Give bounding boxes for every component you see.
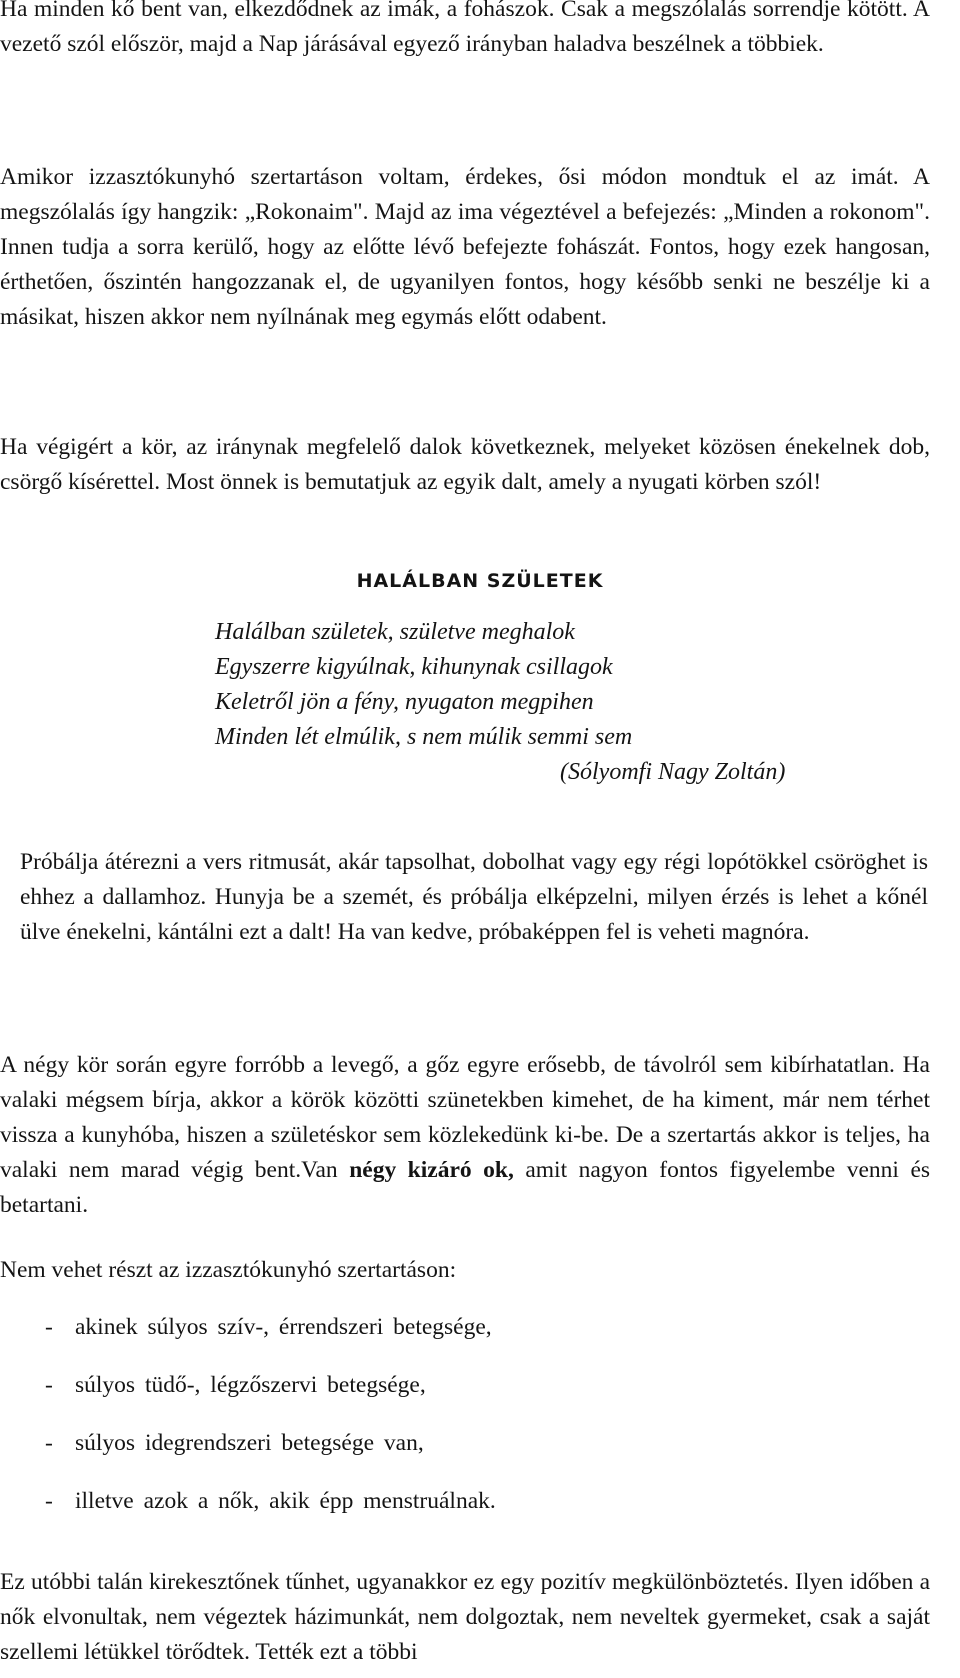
- paragraph-songs: Ha végigért a kör, az iránynak megfelelő dalok következnek, melyeket közösen énekelnek dob, csörgő kísérettel. Most önnek is bemutatjuk az egyik dalt, amely a nyugati körben szól!: [0, 434, 930, 495]
- paragraph-exclusions-intro: Nem vehet részt az izzasztókunyhó szertartáson:: [0, 1257, 457, 1283]
- list-dash: -: [45, 1314, 53, 1340]
- list-item: [45, 1426, 496, 1484]
- poem-line: Egyszerre kigyúlnak, kihunynak csillagok: [215, 654, 613, 680]
- paragraph-four-rounds: [0, 1048, 930, 1223]
- poem-line: Keletről jön a fény, nyugaton megpihen: [215, 689, 594, 715]
- paragraph-rhythm: Próbálja átérezni a vers ritmusát, akár tapsolhat, dobolhat vagy egy régi lopótökkel csöröghet is ehhez a dallamhoz. Hunyja be a szemét, és próbálja elképzelni, milyen érzés is lehet a kőnél ülve énekelni, kántálni ezt a dalt! Ha van kedve, próbaképpen fel is veheti magnóra.: [20, 849, 928, 945]
- list-item-text: súlyos idegrendszeri betegsége van,: [75, 1430, 424, 1456]
- list-item-text: akinek súlyos szív-, érrendszeri betegsége,: [75, 1314, 492, 1340]
- poem-author: (Sólyomfi Nagy Zoltán): [560, 759, 786, 785]
- poem-lines: [215, 615, 855, 755]
- list-item: [45, 1484, 496, 1542]
- paragraph-prayer-order: Ha minden kő bent van, elkezdődnek az imák, a fohászok. Csak a megszólalás sorrendje kötött. A vezető szól először, majd a Nap járásával egyező irányban haladva beszélnek a többiek.: [0, 0, 930, 57]
- poem-line: Minden lét elmúlik, s nem múlik semmi sem: [215, 724, 633, 750]
- paragraph-text: A négy kör során egyre forróbb a levegő, a gőz egyre erősebb, de távolról sem kibírhatatlan. Ha valaki mégsem bírja, akkor a körök közötti szünetekben kimehet, de ha kiment, már nem térhet vissza a kunyhóba, hiszen a születéskor sem közlekedünk ki-be. De a szertartás akkor is teljes, ha valaki nem marad végig bent.Van: [0, 1052, 930, 1183]
- list-item-text: súlyos tüdő-, légzőszervi betegsége,: [75, 1372, 426, 1398]
- paragraph-text: amit nagyon fontos figyelembe venni és betartani.: [0, 1157, 931, 1218]
- emphasis-text: négy kizáró ok,: [349, 1157, 514, 1183]
- list-dash: -: [45, 1372, 53, 1398]
- list-item: [45, 1368, 496, 1426]
- list-dash: -: [45, 1488, 53, 1514]
- paragraph-sweat-lodge-prayer: Amikor izzasztókunyhó szertartáson voltam, érdekes, ősi módon mondtuk el az imát. A megszólalás így hangzik: „Rokonaim". Majd az ima végeztével a befejezés: „Minden a rokonom". Innen tudja a sorra kerülő, hogy az előtte lévő befejezte fohászát. Fontos, hogy ezek hangosan, érthetően, őszintén hangozzanak el, de ugyanilyen fontos, hogy később senki ne beszélje ki a másikat, hiszen akkor nem nyílnának meg egymás előtt odabent.: [0, 164, 930, 330]
- paragraph-menstruation-note: Ez utóbbi talán kirekesztőnek tűnhet, ugyanakkor ez egy pozitív megkülönböztetés. Ilyen időben a nők elvonultak, nem végeztek házimunkát, nem dolgoztak, nem neveltek gyermeket, csak a saját szellemi létükkel törődtek. Tették ezt a többi: [0, 1569, 930, 1665]
- poem-line: Halálban születek, születve meghalok: [215, 619, 575, 645]
- list-dash: -: [45, 1430, 53, 1456]
- exclusion-list: [45, 1310, 496, 1542]
- list-item: [45, 1310, 496, 1368]
- list-item-text: illetve azok a nők, akik épp menstruálnak.: [75, 1488, 496, 1514]
- poem-title: HALÁLBAN SZÜLETEK: [356, 570, 604, 592]
